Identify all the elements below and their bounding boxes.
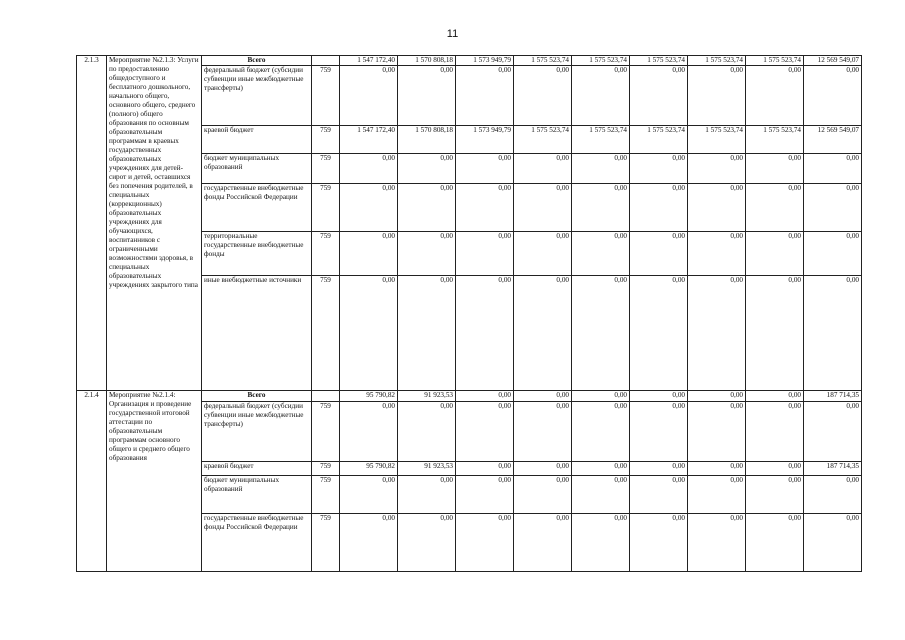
value-cell: 0,00 — [572, 154, 630, 184]
funding-source: бюджет муниципальных образований — [202, 476, 312, 514]
value-cell: 1 575 523,74 — [514, 56, 572, 66]
funding-source: федеральный бюджет (субсидии субвенции иные межбюджетные трансферты) — [202, 66, 312, 126]
value-cell: 0,00 — [456, 462, 514, 476]
value-cell: 0,00 — [572, 391, 630, 402]
value-cell: 0,00 — [688, 66, 746, 126]
value-cell: 0,00 — [630, 184, 688, 232]
section-index: 2.1.3 — [77, 56, 107, 391]
funding-source: бюджет муниципальных образований — [202, 154, 312, 184]
total-value-cell: 0,00 — [804, 154, 862, 184]
budget-table — [76, 55, 862, 572]
value-cell: 0,00 — [514, 232, 572, 276]
value-cell: 0,00 — [340, 514, 398, 572]
value-cell: 0,00 — [688, 276, 746, 391]
budget-code — [312, 56, 340, 66]
value-cell: 0,00 — [398, 276, 456, 391]
funding-source: краевой бюджет — [202, 126, 312, 154]
value-cell: 0,00 — [572, 276, 630, 391]
value-cell: 0,00 — [456, 391, 514, 402]
page-number: 11 — [446, 28, 459, 40]
funding-source: иные внебюджетные источники — [202, 276, 312, 391]
value-cell: 0,00 — [398, 514, 456, 572]
value-cell: 0,00 — [572, 514, 630, 572]
total-value-cell: 0,00 — [804, 476, 862, 514]
value-cell: 0,00 — [630, 402, 688, 462]
value-cell: 0,00 — [456, 154, 514, 184]
value-cell: 1 575 523,74 — [514, 126, 572, 154]
total-value-cell: 0,00 — [804, 402, 862, 462]
value-cell: 0,00 — [340, 232, 398, 276]
total-value-cell: 0,00 — [804, 514, 862, 572]
value-cell: 0,00 — [340, 66, 398, 126]
value-cell: 0,00 — [688, 402, 746, 462]
total-value-cell: 12 569 549,07 — [804, 126, 862, 154]
total-value-cell: 12 569 549,07 — [804, 56, 862, 66]
value-cell: 0,00 — [688, 391, 746, 402]
value-cell: 0,00 — [630, 476, 688, 514]
funding-source: федеральный бюджет (субсидии субвенции иные межбюджетные трансферты) — [202, 402, 312, 462]
value-cell: 0,00 — [688, 184, 746, 232]
value-cell: 0,00 — [514, 402, 572, 462]
value-cell: 91 923,53 — [398, 462, 456, 476]
value-cell: 0,00 — [688, 154, 746, 184]
total-value-cell: 0,00 — [804, 276, 862, 391]
value-cell: 0,00 — [514, 276, 572, 391]
budget-code: 759 — [312, 276, 340, 391]
value-cell: 0,00 — [746, 232, 804, 276]
value-cell: 0,00 — [340, 402, 398, 462]
total-value-cell: 187 714,35 — [804, 462, 862, 476]
value-cell: 0,00 — [746, 476, 804, 514]
budget-code: 759 — [312, 402, 340, 462]
value-cell: 0,00 — [514, 154, 572, 184]
budget-code — [312, 391, 340, 402]
value-cell: 0,00 — [746, 276, 804, 391]
value-cell: 0,00 — [746, 154, 804, 184]
value-cell: 1 575 523,74 — [630, 126, 688, 154]
value-cell: 1 575 523,74 — [630, 56, 688, 66]
budget-code: 759 — [312, 66, 340, 126]
value-cell: 0,00 — [456, 184, 514, 232]
value-cell: 0,00 — [572, 476, 630, 514]
value-cell: 0,00 — [572, 462, 630, 476]
funding-source: территориальные государственные внебюджетные фонды — [202, 232, 312, 276]
value-cell: 0,00 — [398, 476, 456, 514]
value-cell: 1 575 523,74 — [688, 126, 746, 154]
section-description: Мероприятие №2.1.4: Организация и проведение государственной итоговой аттестации по образовательным программам основного общего и среднего общего образования — [107, 391, 202, 572]
value-cell: 95 790,82 — [340, 462, 398, 476]
value-cell: 0,00 — [456, 66, 514, 126]
value-cell: 1 575 523,74 — [572, 126, 630, 154]
value-cell: 1 547 172,40 — [340, 56, 398, 66]
value-cell: 0,00 — [630, 276, 688, 391]
budget-code: 759 — [312, 184, 340, 232]
value-cell: 0,00 — [572, 232, 630, 276]
budget-code: 759 — [312, 126, 340, 154]
value-cell: 0,00 — [688, 514, 746, 572]
value-cell: 0,00 — [340, 154, 398, 184]
total-value-cell: 0,00 — [804, 184, 862, 232]
budget-code: 759 — [312, 514, 340, 572]
section-description: Мероприятие №2.1.3: Услуги по предоставлению общедоступного и бесплатного дошкольного, начального общего, основного общего, среднего (полного) общего образования по основным образовательным программам в краевых государственных образовательных учреждениях для детей-сирот и детей, оставшихся без попечения родителей, в специальных (коррекционных) образовательных учреждениях для обучающихся, воспитанников с ограниченными возможностями здоровья, в специальных образовательных учреждениях закрытого типа — [107, 56, 202, 391]
value-cell: 0,00 — [630, 66, 688, 126]
value-cell: 0,00 — [514, 514, 572, 572]
value-cell: 0,00 — [746, 66, 804, 126]
value-cell: 91 923,53 — [398, 391, 456, 402]
funding-source: государственные внебюджетные фонды Российской Федерации — [202, 184, 312, 232]
value-cell: 1 570 808,18 — [398, 56, 456, 66]
section-index: 2.1.4 — [77, 391, 107, 572]
value-cell: 0,00 — [456, 276, 514, 391]
budget-table-body — [77, 56, 862, 572]
value-cell: 1 575 523,74 — [572, 56, 630, 66]
value-cell: 1 547 172,40 — [340, 126, 398, 154]
total-label: Всего — [202, 56, 312, 66]
value-cell: 0,00 — [572, 66, 630, 126]
table-row — [77, 391, 862, 402]
value-cell: 0,00 — [514, 391, 572, 402]
value-cell: 0,00 — [746, 462, 804, 476]
budget-code: 759 — [312, 154, 340, 184]
value-cell: 0,00 — [630, 462, 688, 476]
value-cell: 0,00 — [398, 232, 456, 276]
value-cell: 0,00 — [746, 514, 804, 572]
budget-code: 759 — [312, 476, 340, 514]
funding-source: краевой бюджет — [202, 462, 312, 476]
value-cell: 1 573 949,79 — [456, 126, 514, 154]
total-label: Всего — [202, 391, 312, 402]
value-cell: 1 573 949,79 — [456, 56, 514, 66]
value-cell: 0,00 — [688, 232, 746, 276]
value-cell: 0,00 — [630, 514, 688, 572]
value-cell: 0,00 — [514, 184, 572, 232]
value-cell: 0,00 — [398, 402, 456, 462]
value-cell: 0,00 — [572, 184, 630, 232]
value-cell: 0,00 — [456, 514, 514, 572]
value-cell: 0,00 — [340, 476, 398, 514]
value-cell: 0,00 — [456, 232, 514, 276]
value-cell: 0,00 — [572, 402, 630, 462]
funding-source: государственные внебюджетные фонды Российской Федерации — [202, 514, 312, 572]
value-cell: 1 570 808,18 — [398, 126, 456, 154]
value-cell: 0,00 — [630, 391, 688, 402]
budget-code: 759 — [312, 462, 340, 476]
total-value-cell: 187 714,35 — [804, 391, 862, 402]
value-cell: 0,00 — [340, 276, 398, 391]
value-cell: 0,00 — [746, 402, 804, 462]
value-cell: 0,00 — [746, 184, 804, 232]
value-cell: 0,00 — [398, 66, 456, 126]
value-cell: 1 575 523,74 — [746, 56, 804, 66]
budget-code: 759 — [312, 232, 340, 276]
value-cell: 0,00 — [514, 476, 572, 514]
value-cell: 0,00 — [514, 66, 572, 126]
value-cell: 0,00 — [630, 232, 688, 276]
value-cell: 0,00 — [398, 154, 456, 184]
value-cell: 0,00 — [456, 476, 514, 514]
value-cell: 0,00 — [688, 462, 746, 476]
value-cell: 0,00 — [340, 184, 398, 232]
value-cell: 95 790,82 — [340, 391, 398, 402]
value-cell: 0,00 — [630, 154, 688, 184]
value-cell: 0,00 — [746, 391, 804, 402]
total-value-cell: 0,00 — [804, 66, 862, 126]
value-cell: 1 575 523,74 — [746, 126, 804, 154]
value-cell: 0,00 — [398, 184, 456, 232]
value-cell: 1 575 523,74 — [688, 56, 746, 66]
total-value-cell: 0,00 — [804, 232, 862, 276]
table-row — [77, 56, 862, 66]
value-cell: 0,00 — [688, 476, 746, 514]
value-cell: 0,00 — [456, 402, 514, 462]
value-cell: 0,00 — [514, 462, 572, 476]
